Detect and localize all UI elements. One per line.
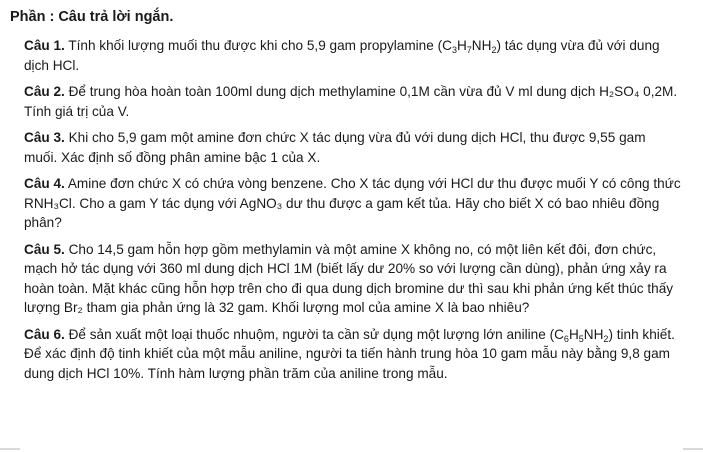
question-1 [10, 36, 681, 75]
question-2 [10, 82, 681, 121]
question-2-text: Để trung hòa hoàn toàn 100ml dung dịch methylamine 0,1M cần vừa đủ V ml dung dịch H₂SO₄ 0,2M. Tính giá trị của V. [24, 84, 678, 119]
question-1-sub-2: 7 [466, 45, 472, 55]
question-4 [10, 174, 681, 233]
question-6-text-d: ) tinh khiết. Để xác định độ tinh khiết của một mẫu aniline, người ta tiến hành trung hòa 10 gam mẫu này bằng 9,8 gam dung dịch HCl 10%. Tính hàm lượng phần trăm của aniline trong mẫu. [24, 326, 675, 381]
question-1-sub-1: 3 [451, 45, 457, 55]
question-5 [10, 240, 681, 318]
question-6-text-b: H [568, 326, 579, 342]
question-4-text: Amine đơn chức X có chứa vòng benzene. Cho X tác dụng với HCl dư thu được muối Y có công thức RNH₃Cl. Cho a gam Y tác dụng với AgNO₃ dư thu được a gam kết tủa. Hãy cho biết X có bao nhiêu đồng phân? [24, 176, 681, 230]
question-6-sub-3: 2 [603, 333, 609, 344]
question-6 [10, 325, 681, 384]
question-4-label: Câu 4. [24, 176, 65, 191]
section-title: Phần : Câu trả lời ngắn. [10, 9, 174, 25]
bottom-divider [0, 448, 703, 452]
question-5-label: Câu 5. [24, 241, 65, 257]
question-3 [10, 128, 681, 167]
question-3-label: Câu 3. [24, 130, 65, 145]
question-6-label: Câu 6. [24, 326, 65, 342]
question-1-label: Câu 1. [24, 38, 65, 53]
question-1-text-c: NH [471, 38, 492, 53]
question-5-text: Cho 14,5 gam hỗn hợp gồm methylamin và một amine X không no, có một liên kết đôi, đơn chức, mạch hở tác dụng với 360 ml dung dịch HCl 1M (biết lấy dư 20% so với lượng cần dùng), phản ứng xảy ra hoàn toàn. Mặt khác cũng hỗn hợp trên cho đi qua dung dịch bromine dư thì sau khi phản ứng kết thúc thấy lượng Br₂ tham gia phản ứng là 32 gam. Khối lượng mol của amine X là bao nhiêu? [24, 241, 674, 315]
question-6-text-c: NH [583, 326, 604, 342]
question-3-text: Khi cho 5,9 gam một amine đơn chức X tác dụng vừa đủ với dung dịch HCl, thu được 9,55 gam muối. Xác định số đồng phân amine bậc 1 của X. [24, 130, 646, 165]
question-6-sub-1: 6 [563, 333, 569, 344]
question-1-text-d: ) tác dụng vừa đủ với dung dịch HCl. [24, 38, 660, 73]
question-2-label: Câu 2. [24, 84, 65, 99]
bottom-divider-left [0, 448, 20, 450]
question-1-text-b: H [456, 38, 467, 53]
question-1-text-a: Tính khối lượng muối thu được khi cho 5,9 gam propylamine (C [68, 38, 452, 53]
question-6-text-a: Để sản xuất một loại thuốc nhuộm, người ta cần sử dụng một lượng lớn aniline (C [68, 326, 564, 342]
bottom-divider-right [683, 448, 703, 450]
question-1-sub-3: 2 [491, 45, 497, 55]
question-6-sub-2: 5 [578, 333, 584, 344]
